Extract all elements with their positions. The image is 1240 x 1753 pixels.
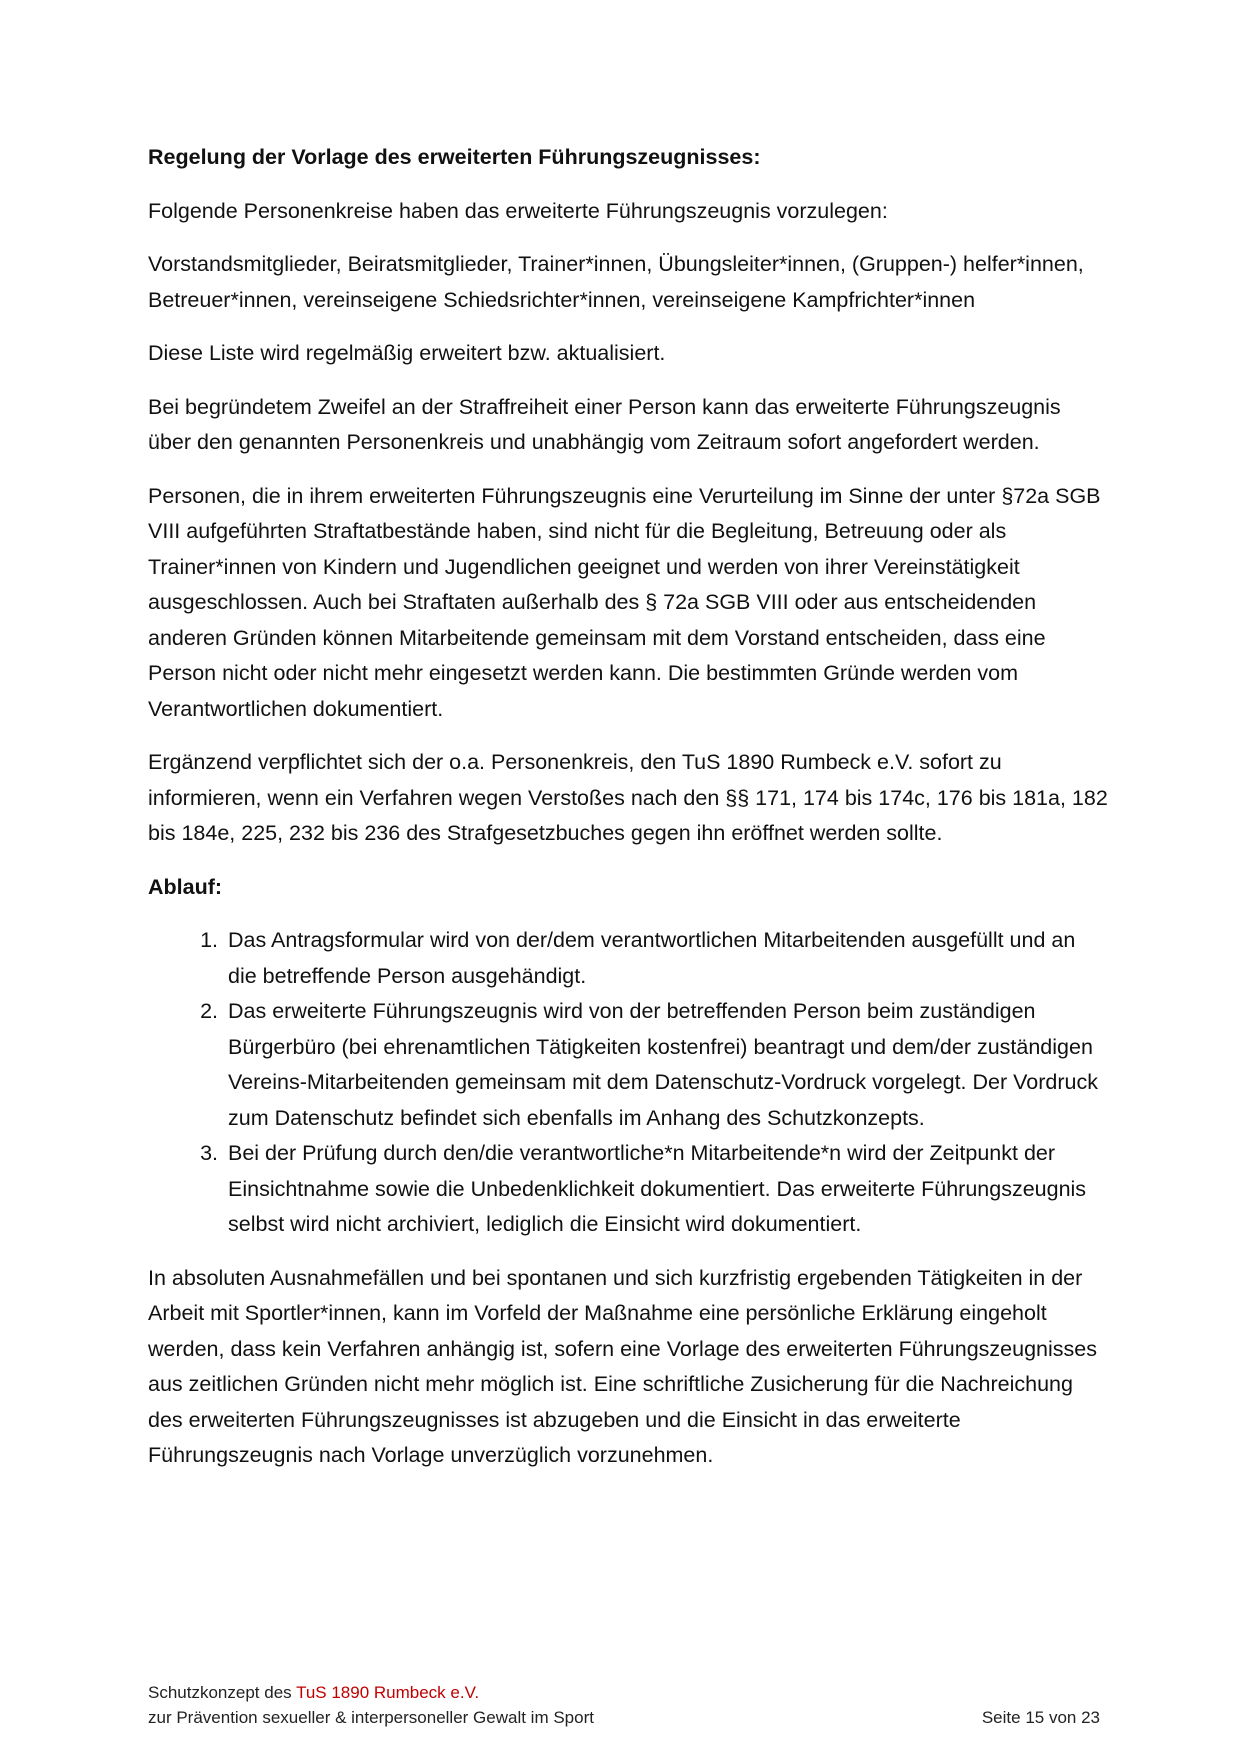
section-heading: Regelung der Vorlage des erweiterten Führungszeugnisses: bbox=[148, 145, 761, 169]
paragraph-list-update: Diese Liste wird regelmäßig erweitert bzw. aktualisiert. bbox=[148, 341, 666, 365]
procedure-step: 1. Das Antragsformular wird von der/dem verantwortlichen Mitarbeitenden ausgefüllt und an die betreffende Person ausgehändigt. bbox=[224, 923, 1108, 994]
paragraph-obligation: Ergänzend verpflichtet sich der o.a. Personenkreis, den TuS 1890 Rumbeck e.V. sofort zu informieren, wenn ein Verfahren wegen Verstoßes nach den §§ 171, 174 bis 174c, 176 bis 181a, 182 bis 184e, 225, 232 bis 236 des Strafgesetzbuches gegen ihn eröffnet werden sollte. bbox=[148, 750, 1108, 845]
paragraph-exclusion: Personen, die in ihrem erweiterten Führungszeugnis eine Verurteilung im Sinne der unter §72a SGB VIII aufgeführten Straftatbestände haben, sind nicht für die Begleitung, Betreuung oder als Trainer*innen von Kindern und Jugendlichen geeignet und werden von ihrer Vereinstätigkeit ausgeschlossen. Auch bei Straftaten außerhalb des § 72a SGB VIII oder aus entscheidenden anderen Gründen können Mitarbeitende gemeinsam mit dem Vorstand entscheiden, dass eine Person nicht oder nicht mehr eingesetzt werden kann. Die bestimmten Gründe werden vom Verantwortlichen dokumentiert. bbox=[148, 483, 1101, 721]
page-number: Seite 15 von 23 bbox=[981, 1708, 1100, 1727]
procedure-step: 3. Bei der Prüfung durch den/die verantwortliche*n Mitarbeitende*n wird der Zeitpunkt der Einsichtnahme sowie die Unbedenklichkeit dokumentiert. Das erweiterte Führungszeugnis selbst wird nicht archiviert, lediglich die Einsicht wird dokumentiert. bbox=[224, 1136, 1108, 1243]
footer-line-1 bbox=[148, 1680, 1100, 1705]
subheading-ablauf: Ablauf: bbox=[148, 874, 223, 899]
footer-club-name: TuS 1890 Rumbeck e.V. bbox=[296, 1683, 480, 1702]
procedure-list bbox=[148, 923, 1108, 1243]
footer-prefix: Schutzkonzept des bbox=[148, 1683, 297, 1702]
paragraph-intro: Folgende Personenkreise haben das erweiterte Führungszeugnis vorzulegen: bbox=[148, 198, 888, 223]
paragraph-person-list: Vorstandsmitglieder, Beiratsmitglieder, Trainer*innen, Übungsleiter*innen, (Gruppen-) helfer*innen, Betreuer*innen, vereinseigene Schiedsrichter*innen, vereinseigene Kampfrichter*innen bbox=[148, 252, 1084, 312]
footer-line-2 bbox=[148, 1705, 1100, 1730]
footer-subtitle: zur Prävention sexueller & interpersoneller Gewalt im Sport bbox=[148, 1708, 594, 1727]
procedure-step: 2. Das erweiterte Führungszeugnis wird von der betreffenden Person beim zuständigen Bürgerbüro (bei ehrenamtlichen Tätigkeiten kostenfrei) beantragt und dem/der zuständigen Vereins-Mitarbeitenden gemeinsam mit dem Datenschutz-Vordruck vorgelegt. Der Vordruck zum Datenschutz befindet sich ebenfalls im Anhang des Schutzkonzepts. bbox=[224, 994, 1108, 1136]
paragraph-exception: In absoluten Ausnahmefällen und bei spontanen und sich kurzfristig ergebenden Tätigkeiten in der Arbeit mit Sportler*innen, kann im Vorfeld der Maßnahme eine persönliche Erklärung eingeholt werden, dass kein Verfahren anhängig ist, sofern eine Vorlage des erweiterten Führungszeugnisses aus zeitlichen Gründen nicht mehr möglich ist. Eine schriftliche Zusicherung für die Nachreichung des erweiterten Führungszeugnisses ist abzugeben und die Einsicht in das erweiterte Führungszeugnis nach Vorlage unverzüglich vorzunehmen. bbox=[148, 1265, 1097, 1467]
page-footer bbox=[148, 1680, 1100, 1730]
paragraph-doubt: Bei begründetem Zweifel an der Straffreiheit einer Person kann das erweiterte Führungszeugnis über den genannten Personenkreis und unabhängig vom Zeitraum sofort angefordert werden. bbox=[148, 394, 1061, 454]
document-page bbox=[148, 140, 1108, 1492]
